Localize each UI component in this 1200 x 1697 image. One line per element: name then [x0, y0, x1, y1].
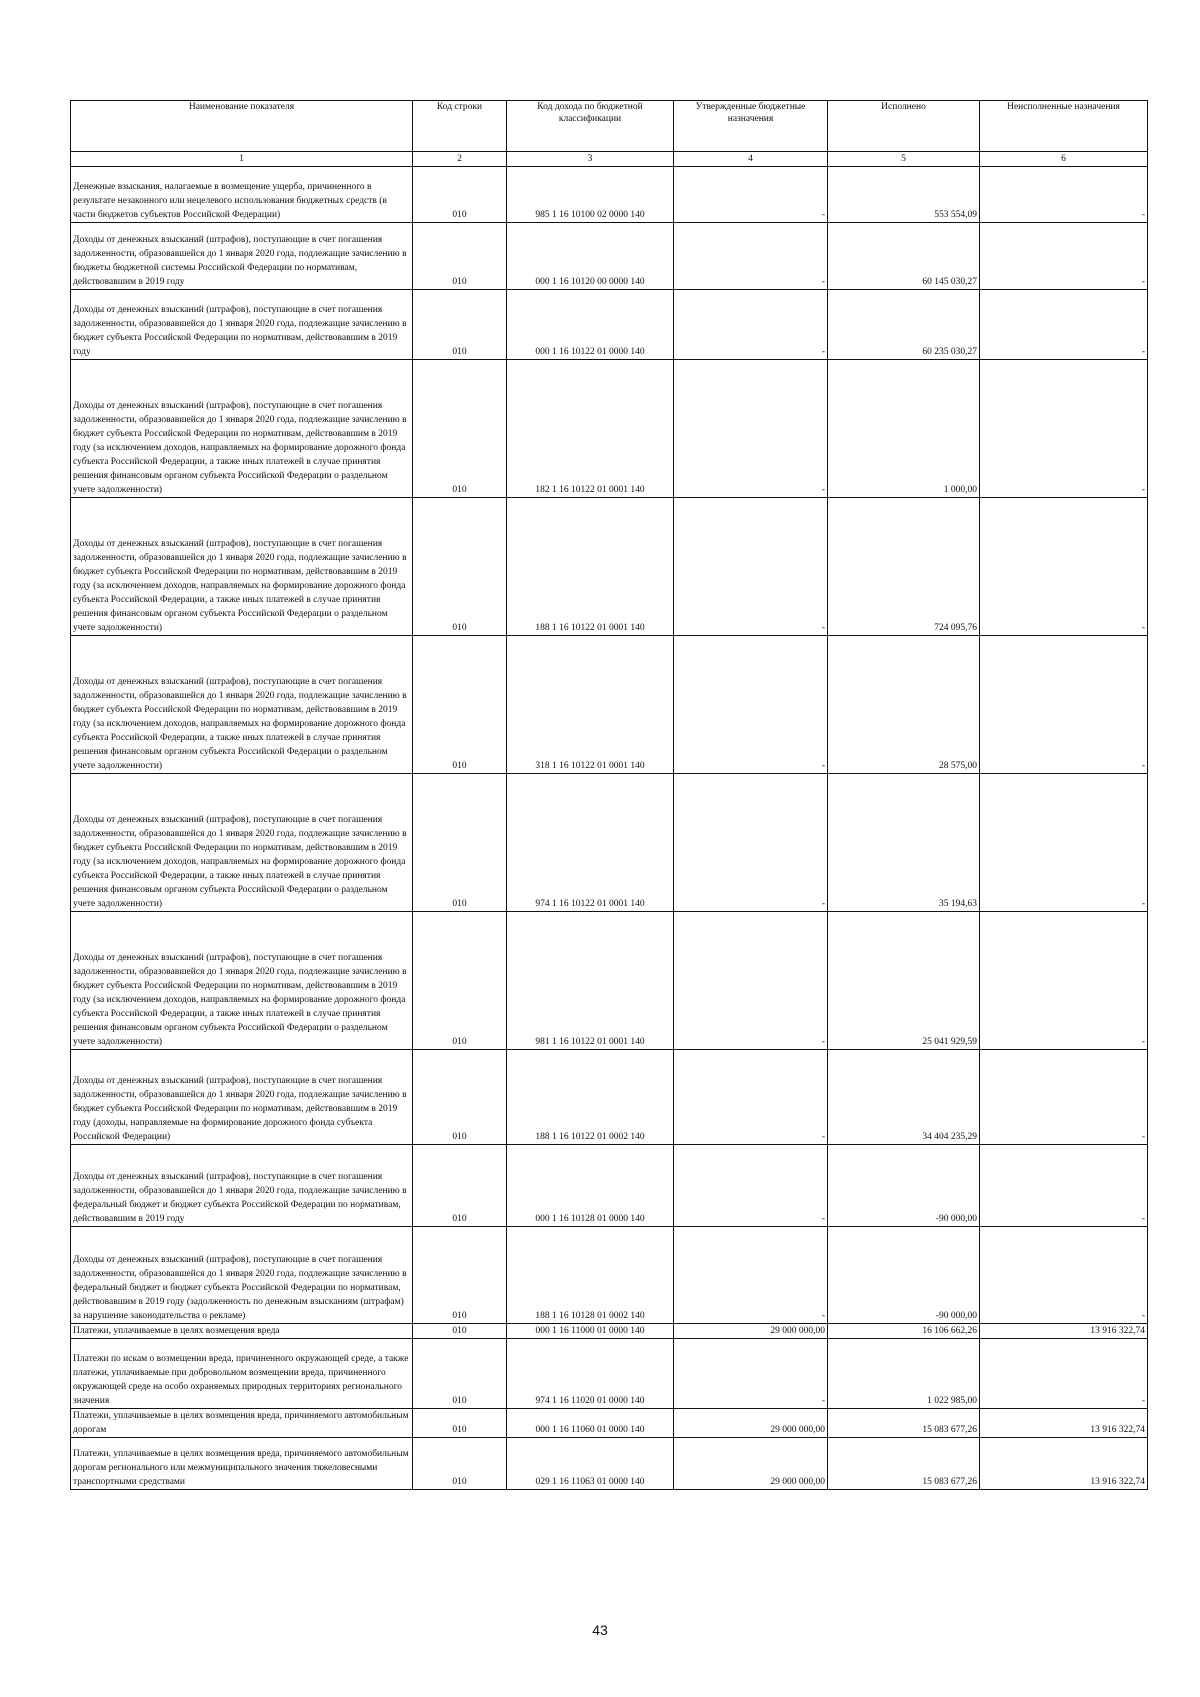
row-executed-amount: 34 404 235,29 [828, 1050, 980, 1145]
row-approved-amount: - [674, 167, 828, 223]
row-approved-amount: - [674, 1339, 828, 1409]
table-row [71, 1438, 1148, 1490]
row-line-code: 010 [413, 1409, 507, 1438]
row-approved-amount: - [674, 912, 828, 1050]
row-approved-amount: - [674, 1227, 828, 1324]
table-row [71, 1409, 1148, 1438]
table-row [71, 1145, 1148, 1227]
row-line-code: 010 [413, 1145, 507, 1227]
column-number: 5 [828, 152, 980, 167]
row-executed-amount: 25 041 929,59 [828, 912, 980, 1050]
row-executed-amount: 553 554,09 [828, 167, 980, 223]
row-budget-class-code: 188 1 16 10122 01 0002 140 [507, 1050, 674, 1145]
row-budget-class-code: 000 1 16 10122 01 0000 140 [507, 290, 674, 360]
row-budget-class-code: 974 1 16 10122 01 0001 140 [507, 774, 674, 912]
row-approved-amount: 29 000 000,00 [674, 1438, 828, 1490]
row-line-code: 010 [413, 636, 507, 774]
table-row [71, 360, 1148, 498]
row-executed-amount: 1 000,00 [828, 360, 980, 498]
row-budget-class-code: 985 1 16 10100 02 0000 140 [507, 167, 674, 223]
table-row [71, 636, 1148, 774]
row-indicator-name: Доходы от денежных взысканий (штрафов), поступающие в счет погашения задолженности, образовавшейся до 1 января 2020 года, подлежащие зачислению в федеральный бюджет и бюджет субъекта Российской Федерации по нормативам, действовавшим в 2019 году (задолженность по денежным взысканиям (штрафам) за нарушение законодательства о рекламе) [71, 1227, 413, 1324]
row-indicator-name: Доходы от денежных взысканий (штрафов), поступающие в счет погашения задолженности, образовавшейся до 1 января 2020 года, подлежащие зачислению в бюджет субъекта Российской Федерации по нормативам, действовавшим в 2019 году (за исключением доходов, направляемых на формирование дорожного фонда субъекта Российской Федерации, а также иных платежей в случае принятия решения финансовым органом субъекта Российской Федерации о раздельном учете задолженности) [71, 360, 413, 498]
header-approved-budget: Утвержденные бюджетные назначения [674, 101, 828, 152]
row-approved-amount: - [674, 290, 828, 360]
row-indicator-name: Доходы от денежных взысканий (штрафов), поступающие в счет погашения задолженности, образовавшейся до 1 января 2020 года, подлежащие зачислению в бюджет субъекта Российской Федерации по нормативам, действовавшим в 2019 году [71, 290, 413, 360]
row-budget-class-code: 000 1 16 11000 01 0000 140 [507, 1324, 674, 1339]
row-unfulfilled-amount: - [980, 1339, 1148, 1409]
row-unfulfilled-amount: - [980, 1227, 1148, 1324]
row-line-code: 010 [413, 1050, 507, 1145]
row-indicator-name: Доходы от денежных взысканий (штрафов), поступающие в счет погашения задолженности, образовавшейся до 1 января 2020 года, подлежащие зачислению в бюджеты бюджетной системы Российской Федерации по нормативам, действовавшим в 2019 году [71, 223, 413, 290]
row-line-code: 010 [413, 290, 507, 360]
row-indicator-name: Платежи, уплачиваемые в целях возмещения вреда [71, 1324, 413, 1339]
row-approved-amount: - [674, 1145, 828, 1227]
row-line-code: 010 [413, 167, 507, 223]
row-indicator-name: Платежи по искам о возмещении вреда, причиненного окружающей среде, а также платежи, уплачиваемые при добровольном возмещении вреда, причиненного окружающей среде на особо охраняемых природных территориях регионального значения [71, 1339, 413, 1409]
row-unfulfilled-amount: - [980, 223, 1148, 290]
header-budget-class-code: Код дохода по бюджетной классификации [507, 101, 674, 152]
table-row [71, 1227, 1148, 1324]
row-budget-class-code: 981 1 16 10122 01 0001 140 [507, 912, 674, 1050]
row-approved-amount: - [674, 498, 828, 636]
row-line-code: 010 [413, 1227, 507, 1324]
row-approved-amount: - [674, 1050, 828, 1145]
row-unfulfilled-amount: - [980, 912, 1148, 1050]
row-line-code: 010 [413, 1438, 507, 1490]
row-executed-amount: 1 022 985,00 [828, 1339, 980, 1409]
row-budget-class-code: 000 1 16 11060 01 0000 140 [507, 1409, 674, 1438]
table-row [71, 1050, 1148, 1145]
table-row [71, 290, 1148, 360]
row-line-code: 010 [413, 223, 507, 290]
budget-execution-table [70, 100, 1148, 1490]
row-unfulfilled-amount: 13 916 322,74 [980, 1409, 1148, 1438]
column-number: 1 [71, 152, 413, 167]
row-budget-class-code: 000 1 16 10120 00 0000 140 [507, 223, 674, 290]
column-number: 6 [980, 152, 1148, 167]
row-unfulfilled-amount: 13 916 322,74 [980, 1324, 1148, 1339]
row-approved-amount: - [674, 636, 828, 774]
row-line-code: 010 [413, 498, 507, 636]
row-indicator-name: Платежи, уплачиваемые в целях возмещения вреда, причиняемого автомобильным дорогам регионального или межмуниципального значения тяжеловесными транспортными средствами [71, 1438, 413, 1490]
header-unfulfilled: Неисполненные назначения [980, 101, 1148, 152]
row-unfulfilled-amount: - [980, 1145, 1148, 1227]
row-budget-class-code: 318 1 16 10122 01 0001 140 [507, 636, 674, 774]
header-executed: Исполнено [828, 101, 980, 152]
row-unfulfilled-amount: - [980, 167, 1148, 223]
row-unfulfilled-amount: 13 916 322,74 [980, 1438, 1148, 1490]
row-budget-class-code: 029 1 16 11063 01 0000 140 [507, 1438, 674, 1490]
row-indicator-name: Доходы от денежных взысканий (штрафов), поступающие в счет погашения задолженности, образовавшейся до 1 января 2020 года, подлежащие зачислению в бюджет субъекта Российской Федерации по нормативам, действовавшим в 2019 году (за исключением доходов, направляемых на формирование дорожного фонда субъекта Российской Федерации, а также иных платежей в случае принятия решения финансовым органом субъекта Российской Федерации о раздельном учете задолженности) [71, 774, 413, 912]
row-line-code: 010 [413, 1339, 507, 1409]
table-row [71, 498, 1148, 636]
row-approved-amount: 29 000 000,00 [674, 1324, 828, 1339]
row-executed-amount: 15 083 677,26 [828, 1438, 980, 1490]
row-budget-class-code: 188 1 16 10122 01 0001 140 [507, 498, 674, 636]
row-approved-amount: 29 000 000,00 [674, 1409, 828, 1438]
column-number: 2 [413, 152, 507, 167]
column-numbers-row [71, 152, 1148, 167]
row-indicator-name: Доходы от денежных взысканий (штрафов), поступающие в счет погашения задолженности, образовавшейся до 1 января 2020 года, подлежащие зачислению в бюджет субъекта Российской Федерации по нормативам, действовавшим в 2019 году (за исключением доходов, направляемых на формирование дорожного фонда субъекта Российской Федерации, а также иных платежей в случае принятия решения финансовым органом субъекта Российской Федерации о раздельном учете задолженности) [71, 498, 413, 636]
table-row [71, 223, 1148, 290]
row-indicator-name: Доходы от денежных взысканий (штрафов), поступающие в счет погашения задолженности, образовавшейся до 1 января 2020 года, подлежащие зачислению в бюджет субъекта Российской Федерации по нормативам, действовавшим в 2019 году (за исключением доходов, направляемых на формирование дорожного фонда субъекта Российской Федерации, а также иных платежей в случае принятия решения финансовым органом субъекта Российской Федерации о раздельном учете задолженности) [71, 636, 413, 774]
row-unfulfilled-amount: - [980, 290, 1148, 360]
row-approved-amount: - [674, 360, 828, 498]
row-executed-amount: -90 000,00 [828, 1227, 980, 1324]
row-executed-amount: 60 235 030,27 [828, 290, 980, 360]
row-indicator-name: Доходы от денежных взысканий (штрафов), поступающие в счет погашения задолженности, образовавшейся до 1 января 2020 года, подлежащие зачислению в бюджет субъекта Российской Федерации по нормативам, действовавшим в 2019 году (за исключением доходов, направляемых на формирование дорожного фонда субъекта Российской Федерации, а также иных платежей в случае принятия решения финансовым органом субъекта Российской Федерации о раздельном учете задолженности) [71, 912, 413, 1050]
table-header-row [71, 101, 1148, 152]
row-indicator-name: Доходы от денежных взысканий (штрафов), поступающие в счет погашения задолженности, образовавшейся до 1 января 2020 года, подлежащие зачислению в бюджет субъекта Российской Федерации по нормативам, действовавшим в 2019 году (доходы, направляемые на формирование дорожного фонда субъекта Российской Федерации) [71, 1050, 413, 1145]
column-number: 4 [674, 152, 828, 167]
row-line-code: 010 [413, 912, 507, 1050]
page-number: 43 [592, 1622, 608, 1638]
row-indicator-name: Доходы от денежных взысканий (штрафов), поступающие в счет погашения задолженности, образовавшейся до 1 января 2020 года, подлежащие зачислению в федеральный бюджет и бюджет субъекта Российской Федерации по нормативам, действовавшим в 2019 году [71, 1145, 413, 1227]
row-line-code: 010 [413, 774, 507, 912]
table-row [71, 1324, 1148, 1339]
row-budget-class-code: 188 1 16 10128 01 0002 140 [507, 1227, 674, 1324]
table-row [71, 912, 1148, 1050]
header-line-code: Код строки [413, 101, 507, 152]
row-executed-amount: -90 000,00 [828, 1145, 980, 1227]
row-indicator-name: Платежи, уплачиваемые в целях возмещения вреда, причиняемого автомобильным дорогам [71, 1409, 413, 1438]
row-unfulfilled-amount: - [980, 774, 1148, 912]
column-number: 3 [507, 152, 674, 167]
row-approved-amount: - [674, 774, 828, 912]
row-executed-amount: 724 095,76 [828, 498, 980, 636]
row-budget-class-code: 000 1 16 10128 01 0000 140 [507, 1145, 674, 1227]
header-indicator-name: Наименование показателя [71, 101, 413, 152]
row-budget-class-code: 974 1 16 11020 01 0000 140 [507, 1339, 674, 1409]
row-line-code: 010 [413, 1324, 507, 1339]
row-executed-amount: 15 083 677,26 [828, 1409, 980, 1438]
row-indicator-name: Денежные взыскания, налагаемые в возмещение ущерба, причиненного в результате незаконного или нецелевого использования бюджетных средств (в части бюджетов субъектов Российской Федерации) [71, 167, 413, 223]
row-unfulfilled-amount: - [980, 1050, 1148, 1145]
table-row [71, 1339, 1148, 1409]
row-budget-class-code: 182 1 16 10122 01 0001 140 [507, 360, 674, 498]
row-executed-amount: 60 145 030,27 [828, 223, 980, 290]
row-unfulfilled-amount: - [980, 360, 1148, 498]
table-row [71, 167, 1148, 223]
row-executed-amount: 28 575,00 [828, 636, 980, 774]
row-executed-amount: 16 106 662,26 [828, 1324, 980, 1339]
row-line-code: 010 [413, 360, 507, 498]
row-approved-amount: - [674, 223, 828, 290]
row-unfulfilled-amount: - [980, 636, 1148, 774]
row-executed-amount: 35 194,63 [828, 774, 980, 912]
row-unfulfilled-amount: - [980, 498, 1148, 636]
table-row [71, 774, 1148, 912]
